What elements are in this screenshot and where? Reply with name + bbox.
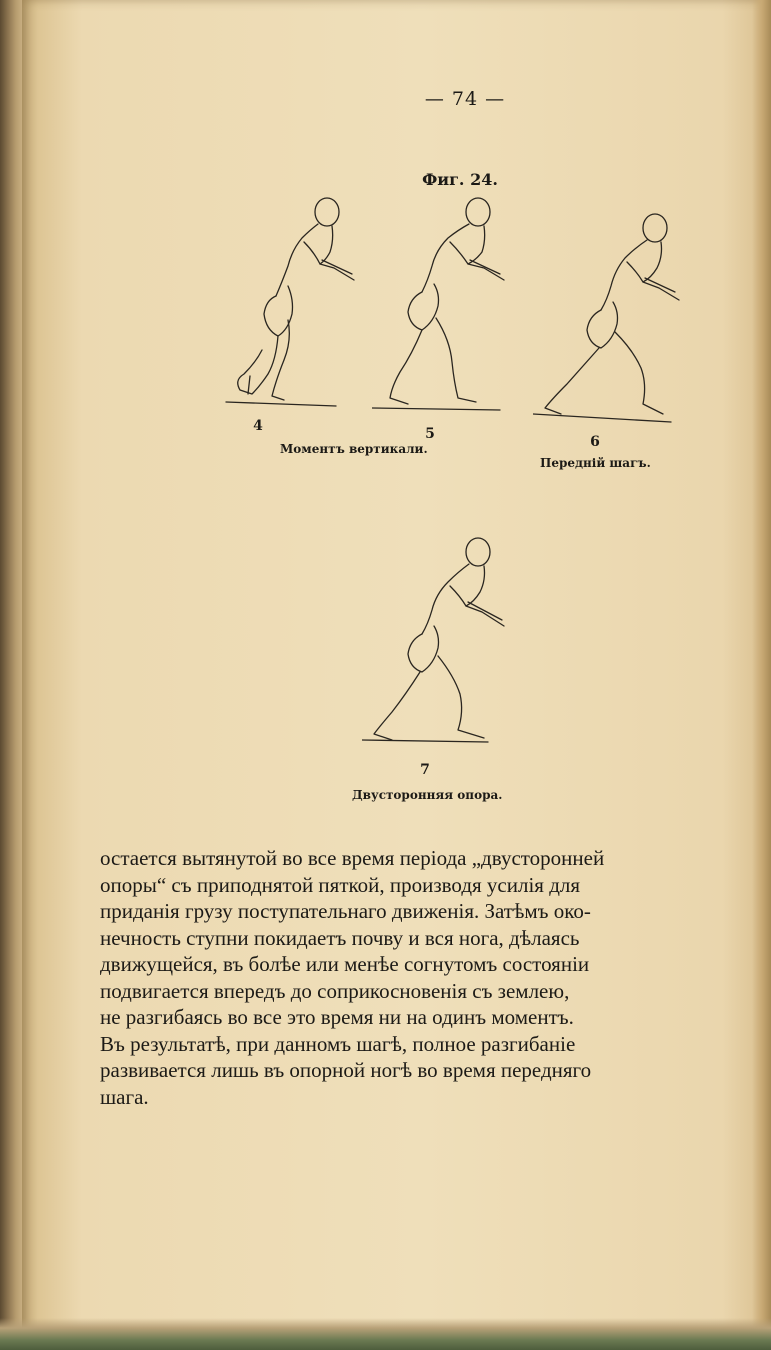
body-line: остается вытянутой во все время періода „двусторонней — [100, 846, 605, 870]
book-spine — [0, 0, 24, 1350]
figure-walker-5 — [372, 194, 507, 414]
body-line: нечность ступни покидаетъ почву и вся нога, дѣлаясь — [100, 925, 580, 950]
body-line: движущейся, въ болѣе или менѣе согнутомъ состояніи — [100, 952, 590, 976]
page-edge-right — [752, 0, 771, 1350]
body-text — [100, 845, 725, 1110]
body-line: развивается лишь въ опорной ногѣ во время передняго — [100, 1058, 592, 1082]
page-number: — 74 — — [424, 88, 506, 110]
body-line: шага. — [100, 1084, 149, 1109]
figure-number-6: 6 — [590, 434, 600, 450]
body-line: приданія грузу поступательнаго движенія. Затѣмъ око- — [100, 899, 591, 923]
figure-number-7: 7 — [420, 762, 430, 778]
figure-number-5: 5 — [425, 426, 435, 442]
body-line: не разгибаясь во все это время ни на одинъ моментъ. — [100, 1005, 574, 1029]
figure-walker-7 — [362, 534, 512, 749]
figure-caption-4: Моментъ вертикали. — [280, 442, 428, 456]
figure-number-4: 4 — [253, 418, 263, 434]
page-edge-bottom — [0, 1318, 771, 1350]
figure-title: Фиг. 24. — [422, 170, 498, 189]
body-line: Въ результатѣ, при данномъ шагѣ, полное разгибаніе — [100, 1031, 576, 1056]
figure-walker-6 — [533, 208, 683, 428]
figure-caption-7: Двусторонняя опора. — [352, 788, 503, 802]
body-line: опоры“ съ приподнятой пяткой, производя усилія для — [100, 872, 581, 897]
figure-caption-6: Передній шагъ. — [540, 456, 651, 470]
body-line: подвигается впередъ до соприкосновенія съ землею, — [100, 978, 570, 1003]
figure-walker-4 — [222, 190, 357, 410]
